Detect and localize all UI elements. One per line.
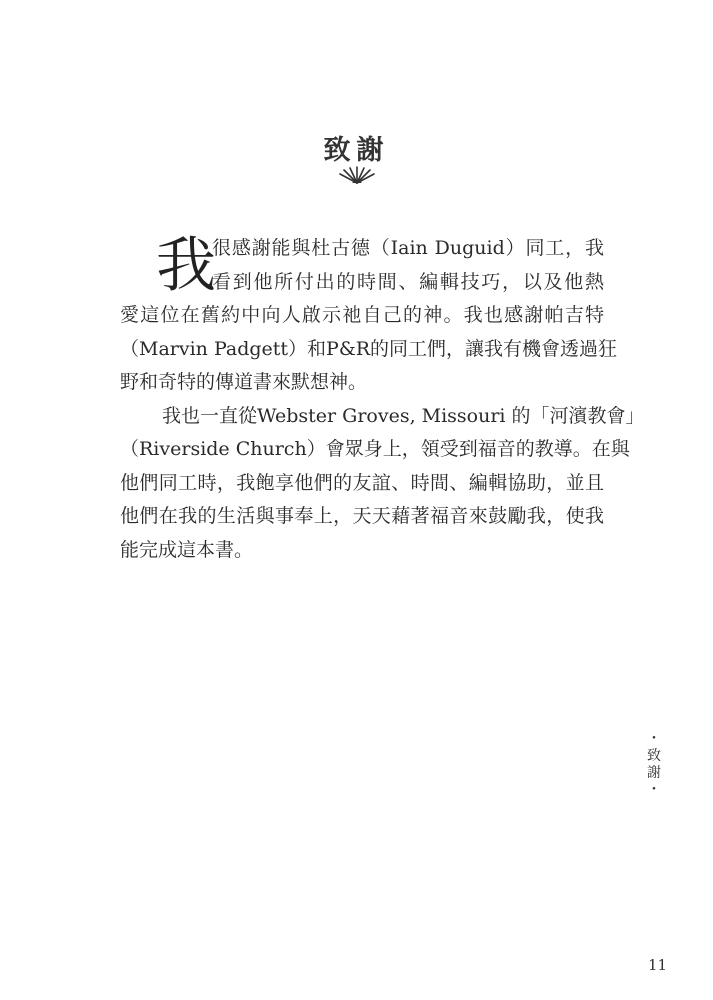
side-label-char: 致 [647,748,661,764]
text-line: 他們在我的生活與事奉上，天天藉著福音來鼓勵我，使我 [120,505,604,527]
side-dot-bottom: ・ [647,782,661,798]
text-line: 他們同工時，我飽享他們的友誼、時間、編輯協助，並且 [120,471,604,494]
fan-ornament-icon [337,166,377,186]
drop-cap: 我 [156,231,216,301]
side-label-char: 謝 [647,765,661,781]
text-line: 愛這位在舊約中向人啟示祂自己的神。我也感謝帕吉特 [120,304,604,326]
page-number: 11 [648,956,668,974]
text-line: （Riverside Church）會眾身上，領受到福音的教導。在與 [120,438,630,460]
page-title: 致謝 [323,135,390,166]
text-line: 我也一直從Webster Groves, Missouri 的「河濱教會」 [162,404,645,427]
text-line: （Marvin Padgett）和P&R的同工們，讓我有機會透過狂 [120,337,618,360]
side-chapter-label [646,731,662,799]
acknowledgement-text [120,231,645,567]
text-line: 野和奇特的傳道書來默想神。 [120,371,368,393]
text-line: 看到他所付出的時間、編輯技巧，以及他熱 [212,270,604,293]
text-line: 能完成這本書。 [120,538,254,561]
side-dot-top: ・ [647,731,661,747]
text-line: 很感謝能與杜古德（Iain Duguid）同工，我 [212,237,604,259]
